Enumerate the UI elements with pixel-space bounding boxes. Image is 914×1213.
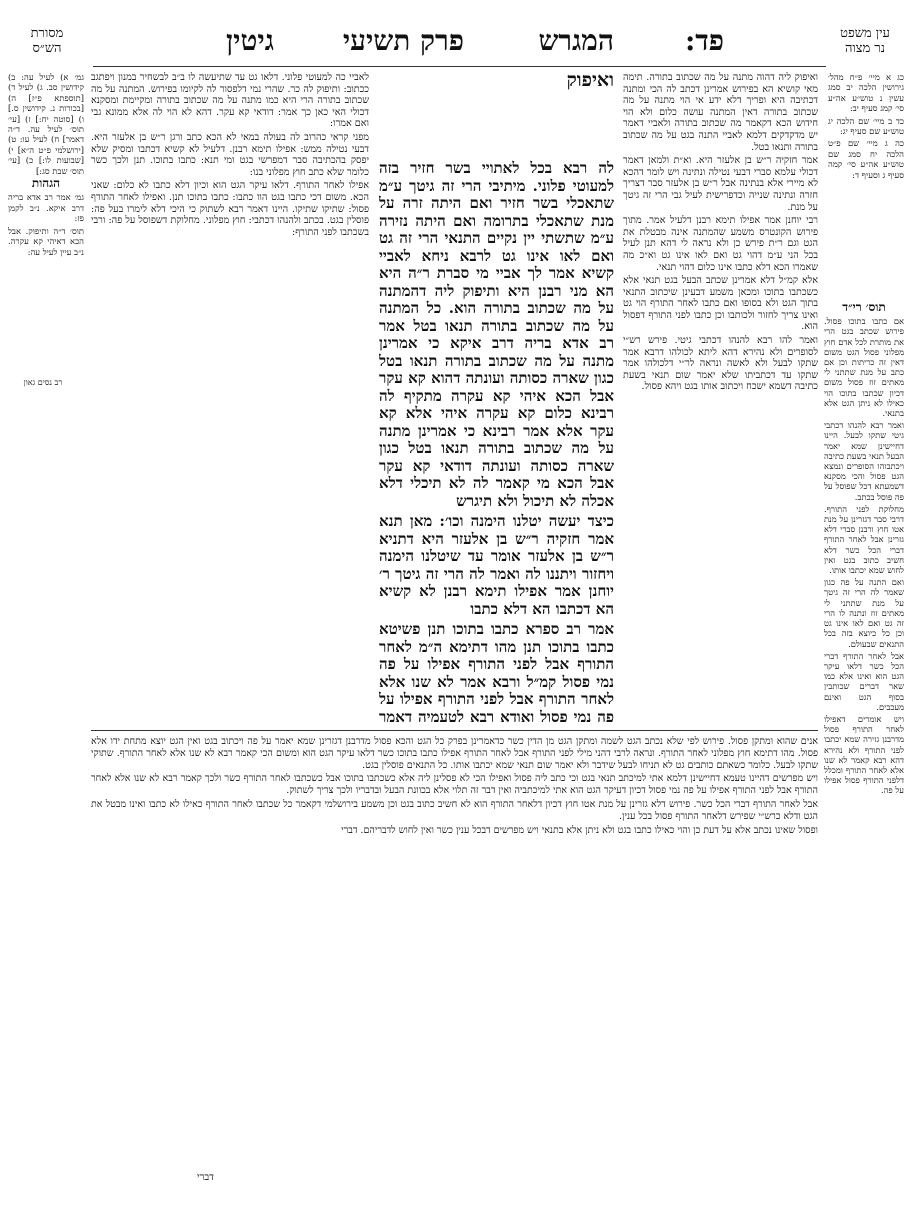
masoret-paragraph: גמ׳ א) לעיל עה: ב) קידושין סב. ג) לעיל ד) [תוספתא פ״ז] ה) [בכורות נ. קידושין ס.] ו) [סוטה יח:] ז) [עי׳ תוס׳ לעיל עה. ד״ה דאמר] ח) לעיל עו: ט) [ירושלמי פ״ט ה״א] י) [שבועות לו:] כ) [עי׳ תוס׳ שבת סג:] (8, 72, 84, 176)
rashi-paragraph: אפילו לאחר התורף. דלאו עיקר הגט הוא וכיון דלא כתבו לא כלום: שאני הכא. משום דכי כתבו בגט הוו כתבו: כתבו בתוכו תנן. ואפילו לאחר התורף פסול: שתיקו שתיקו. היינו דאמר רבא לשתוק כי היכי דלא לימרו בעל פה: פוסלין בגט. בכתב ולהנהו דכתבי: חוץ מפלוני. מחלוקת דשפוסל על פה: ורבי בשכתבו לפני התורף: (91, 180, 369, 238)
header-rule (93, 66, 826, 67)
tosafot-paragraph: ואיפוק ליה דהוה מתנה על מה שכתוב בתורה. תימה מאי קושיא הא בפירוש אמרינן דכתב לה הכי ומתנה דכתיבה היא ופריך דלא ידע אי הוי מתנה על מה שכתוב בתורה דאין המתנה עושה כלום ולא הוי חידוש הכא דקאמר מה שכתוב בתורה ולאביי דאמר יש מדקדקים דלמא לאביי התנה בגט על מה שכתוב בתורה ותנאו בטל. (623, 72, 818, 153)
ein-mishpat-title: עין משפט נר מצוה (840, 26, 890, 56)
hagahot-paragraph: גמ׳ אמר רב אדא בריה דרב איקא. נ״ב לקמן פז: (8, 192, 84, 224)
sidebar-note: רב נסים גאון (23, 378, 63, 387)
bottom-commentary (91, 736, 818, 1166)
opening-word: ואיפוק (566, 72, 614, 91)
chapter-label: המגרש (538, 24, 614, 57)
catchword: דברי (196, 1172, 214, 1183)
tosafot-rid-paragraph: ואמר רבא להנהו דכתבי גיטי שתקו לבעל. היינו דחיישינן שמא יאמר הבעל תנאי בשעת כתיבה ויכתבוהו הסופרים ונמצא הגט פסול והכי מסקנא דשמעתא דכל שפוסל על פה פוסל בכתב. (824, 420, 904, 502)
ein-mishpat-entry: כג א מיי׳ פ״ח מהל׳ גירושין הלכה יב סמג עשין נ טוש״ע אה״ע סי׳ קמג סעיף יב: (828, 72, 904, 114)
masoret-column (8, 72, 84, 362)
rashi-column (91, 72, 369, 724)
chapter-number: פרק תשיעי (342, 24, 464, 57)
rashi-paragraph: לאביי כה למעוטי פלוני. דלאו גט עד שתיעשה לו ב״ב לבשחיר במנון ויפתגב ככתוב: ותיפוק לה כר. שהרי נמי דלפסור לה לקיומו בפירוש. המתנה על מה שכתוב בתורה הרי היא כמו מתנה על מה שכתוב בתורה ומקיימת ומסקנא דכולי האי כאן כך אמר: דודאי קא עקר. דהא לא הוי לה אלא ממונא גבי ואם אמרו: (91, 72, 369, 130)
bottom-commentary-paragraph: אנים שהוא ומתקן פסול. פירוש לפי שלא נכתב הגט לשמה ומתקן הגט מן הדין כשר כדאמרינן בפרק כל הגט והכא פסול מדרבנן דגזרינן שמא יאמר על פה ויכתוב בגט ואין הגט יוצא מתחת ידו אלא פסול. מהו דתימא חוץ מפלוני לאחר התורף. ונראה לרבי דהני מילי לפני התורף אבל לאחר התורף אפילו כתבו בתוכו כשר דלאו עיקר הגט הוא ומשום הכי קאמר רבא לא שנו אלא לאחר התורף. שתוקי שתקו לבעל. כלומר כשאתם כותבים גט לא תניחו לבעל שידבר ולא יאמר שום תנאי שמא יכתבו אותו. כל התנאים פוסלין בגט. (91, 736, 818, 771)
rashi-paragraph: מפני קראי כהרוב לה בעולה במאי לא הכא כתב ורגן ר״ש בן אלעזר היא. דבעי נטילה ממש: אפילו תימא רבנן. דלעיל לא קשיא דכתבו ומסיק שלא יפסק בהכתיבה סבר דמפרשי בגט ומי תנא: כתבו בתוכו. תנן ולכך כשר כלומר שלא כתב חוץ מפלוני בנו: (91, 131, 369, 178)
bottom-rule (91, 730, 818, 731)
tosafot-rid-paragraph: אם כתבו בתוכו פסול. פירוש שכתב בגט הרי את מותרת לכל אדם חוץ מפלוני פסול הגט משום דאין זה כריתות וכן אם כתב על מנת שתתני לי מאתים זוז פסול משום דכיון שכתבו בתוכו הוי כאילו לא ניתן הגט אלא בתנאי. (824, 316, 904, 419)
tractate-name: גיטין (226, 24, 274, 57)
tosafot-rid-paragraph: אבל לאחר התורף דברי הכל כשר דלאו עיקר הגט הוא ואינו אלא כמו שאר דברים שכותבין בסוף הגט ואינם מעכבים. (824, 650, 904, 712)
tosafot-rid-column (824, 300, 904, 1205)
tosafot-paragraph: ואמר להו רבא להנהו דכתבי גיטי. פירש רש״י לסופרים ולא נהירא דהא ליתא לכולהו דרבא אמר שתקו לבעל ולא לאשה ונראה לר״י דלכולהו אמר שתקו עד דכתביתו שלא יאמר שום תנאי בשעת כתיבה דשמא ישכח ויכתוב אותו בגט ויהא פסול. (623, 335, 818, 393)
hagahot-paragraph: תוס׳ ד״ה ותיפוק. אבל הכא דאיהי קא עקרה. נ״ב עיין לעיל עה: (8, 225, 84, 257)
daf-number: פד: (684, 24, 724, 57)
masoret-title: מסורת הש״ס (30, 26, 64, 56)
tosafot-rid-paragraph: ויש אומרים דאפילו לאחר התורף פסול מדרבנן גזירה שמא יכתבו לפני התורף ולא נהירא דהא רבא קאמר לא שנו אלא לאחר התורף ומכלל דלפני התורף פסול אפילו על פה. (824, 713, 904, 796)
ein-mishpat-entry: כד ב מיי׳ שם הלכה יג טוש״ע שם סעיף יג: (828, 115, 904, 137)
tosafot-paragraph: רבי יוחנן אמר אפילו תימא רבנן דלעיל אמר. מתוך פירוש הקונטרס משמע שהמתנה אינה מבטלת את הגט וגם ר״ת פירש כן ולא נראה לי דהא תנן לעיל בכל הני ע״מ דהוי גט ואם לאו אינו גט וא״כ מה שאמרו הכא דלא כתבו אינו כלום דהוי תנאי. (623, 215, 818, 273)
bottom-commentary-paragraph: אבל לאחר התורף דברי הכל כשר. פירוש דלא גזרינן על מנת אטו חוץ דכיון דלאחר התורף הוא לא חשיב כתוב בגט וכן משמע בירושלמי דקאמר כל שכתבו לאחר התורף כאילו לא כתבו ואינו מבטל את הגט ודלא כרש״י שפירש דלאחר התורף פסול בכל ענין. (91, 798, 818, 822)
tosafot-paragraph: אמר חזקיה ר״ש בן אלעזר היא. וא״ת ולמאן דאמר דכולי עלמא סברי דבעי נטילה ונתינה ויש לומר דהכא לא מיירי אלא בנתינה אבל ר״ש בן אלעזר סבר דצריך חזרה ונתינה שנייה וכדפרישית לעיל גבי הרי זה גיטך על מנת. (623, 155, 818, 213)
tosafot-rid-title: תוס׳ רי״ד (842, 300, 886, 314)
page-header (0, 8, 914, 70)
tosafot-paragraph: אלא קמ״ל דלא אמרינן שכתב הבעל בגט תנאי אלא כשכתבו בתוכו ומכאן משמע דבעינן שיכתוב התנאי בתוך הגט ולא בסופו ואם כתבו לאחר התורף הוי גט ואינו צריך לחזור ולכותבו וכן כתבו לפני התורף דפסול הוא. (623, 275, 818, 333)
main-text-column (379, 160, 614, 725)
main-text-paragraph: אמר רב ספרא כתבו בתוכו תנן פשיטא כתבו בתוכו תנן מהו דתימא ה״מ לאחר התורף אבל לפני התורף אפילו על פה נמי פסול קמ״ל ורבא אמר לא שנו אלא לאחר התורף אבל לפני התורף אפילו על פה נמי פסול ואודא רבא לטעמיה דאמר (379, 620, 614, 725)
tosafot-rid-paragraph: מחלוקת לפני התורף. דרבי סבר דגזרינן על מנת אטו חוץ ורבנן סברי דלא גזרינן אבל לאחר התורף דברי הכל כשר דלא חשיב כתוב בגט ואין לחוש שמא יכתבו אותו. (824, 503, 904, 576)
main-text-opening (394, 72, 614, 98)
tosafot-column (623, 72, 818, 694)
bottom-commentary-paragraph: ופסול שאינו נכתב אלא על דעת כן והוי כאילו כתבו בגט ולא ניתן אלא בתנאי ויש מפרשים דבכל ענין כשר ואין לחוש לדבריהם. דברי (341, 824, 818, 836)
hagahot-title: הגהות (31, 176, 61, 191)
ein-mishpat-entry: כה ג מיי׳ שם פ״ט הלכה יח סמג שם טוש״ע אה״ע סי׳ קמה סעיף ג וסעיף ד: (828, 138, 904, 180)
ein-mishpat-column (828, 72, 904, 312)
main-text-paragraph: כיצד יעשה יטלנו הימנה וכו׳: מאן תנא אמר חזקיה ר״ש בן אלעזר היא דתניא ר״ש בן אלעזר אומר עד שיטלנו הימנה ויחזור ויתננו לה ואמר לה הרי זה גיטך ר׳ יוחנן אמר אפילו תימא רבנן לא קשיא הא דכתבו הא דלא כתבו (379, 512, 614, 618)
bottom-commentary-paragraph: ויש מפרשים דהיינו טעמא דחיישינן דלמא אתי למיכתב תנאי בגט וכי כתב ליה פסול ואפילו הכי לא פסלינן ליה אלא כשכתבו בתוכו אבל כשכתבו לאחר התורף כשר ולכך קאמר רבא לא שנו אלא לאחר התורף אבל לפני התורף אפילו על פה נמי פסול דכיון דעיקר הגט הוא אתי למיכתביה ואין דבר זה תלוי אלא בכוונת הבעל ובדבריו ולכך צריך לשתוק. (91, 773, 818, 797)
main-text-paragraph: לה רבא בכל לאתויי בשר חזיר בזה למעוטי פלוני. מיתיבי הרי זה גיטך ע״מ שתאכלי בשר חזיר ואם היתה זרה על מנת שתאכלי בתרומה ואם היתה נזירה ע״מ שתשתי יין נקיים התנאי הרי זה גט ואם לאו אינו גט לרבא ניחא לאביי קשיא אמר לך אביי מי סברת ר״ה היא הא מני רבנן היא ותיפוק ליה דהמתנה על מה שכתוב בתורה הוא. כל המתנה על מה שכתוב בתורה תנאו בטל אמר רב אדא בריה דרב איקא כי אמרינן מתנה על מה שכתוב בתורה תנאו בטל כגון שארה כסותה ועונתה דהוא קא עקר אבל הכא איהי קא עקרה מתקיף לה רבינא כלום קא עקרה איהי אלא קא עקר אלא אמר רבינא כי אמרינן מתנה על מה שכתוב בתורה תנאו בטל כגון שארה כסותה ועונתה דודאי קא עקר אבל הכא מי קאמר לה לא תיכלי דלא אכלה לא תיכול ולא תיגרש (379, 160, 614, 510)
tosafot-rid-paragraph: ואם התנה על פה כגון שאמר לה הרי זה גיטך על מנת שתתני לי מאתים זוז ונתנה לו הרי זה גט ואם לאו אינו גט וכן כל כיוצא בזה בכל התנאים שבעולם. (824, 577, 904, 649)
